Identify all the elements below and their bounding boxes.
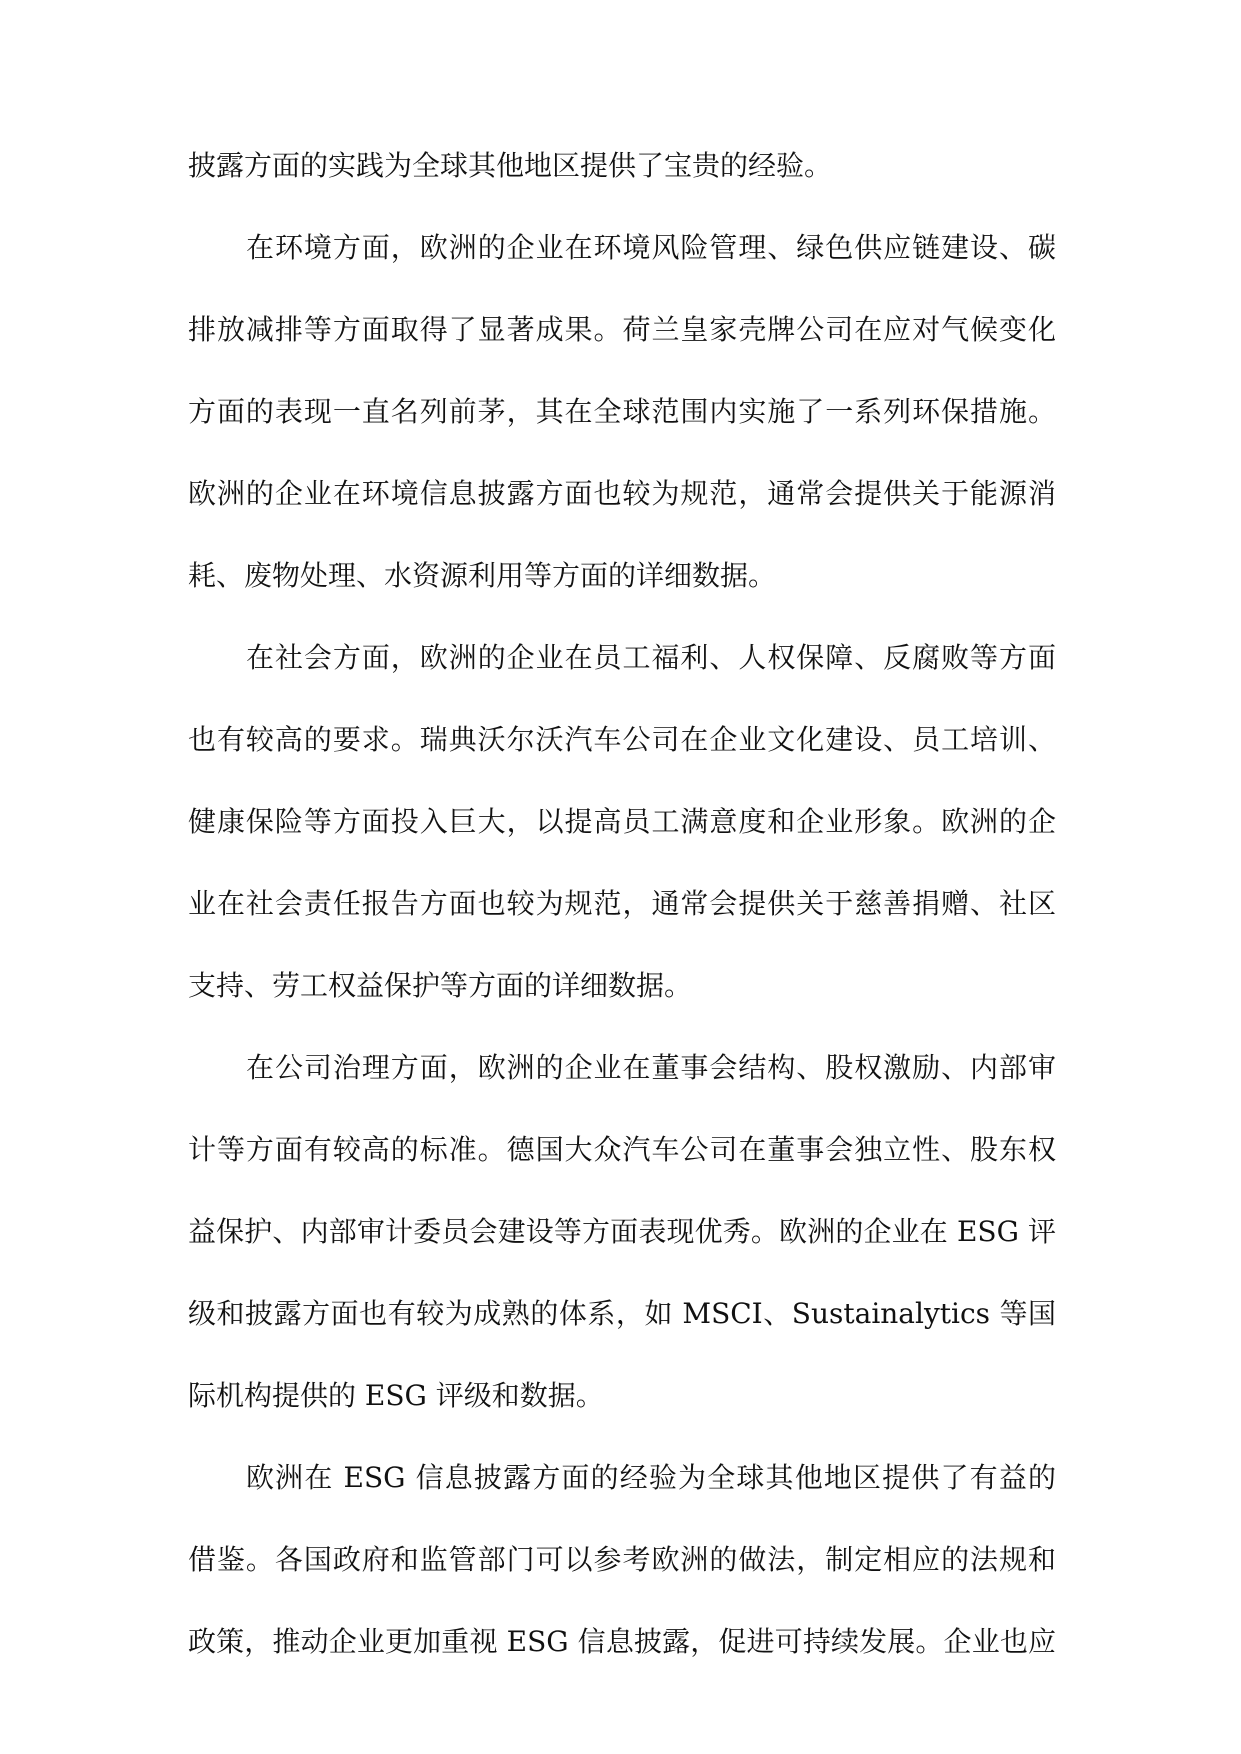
text-line: 在公司治理方面，欧洲的企业在董事会结构、股权激励、内部审 bbox=[246, 1051, 1056, 1084]
text-line: 欧洲在 ESG 信息披露方面的经验为全球其他地区提供了有益的 bbox=[246, 1461, 1056, 1494]
text-line: 级和披露方面也有较为成熟的体系，如 MSCI、Sustainalytics 等国 bbox=[188, 1297, 1056, 1330]
text-line: 益保护、内部审计委员会建设等方面表现优秀。欧洲的企业在 ESG 评 bbox=[188, 1215, 1056, 1248]
text-line: 排放减排等方面取得了显著成果。荷兰皇家壳牌公司在应对气候变化 bbox=[188, 313, 1056, 346]
text-line: 际机构提供的 ESG 评级和数据。 bbox=[188, 1379, 604, 1412]
text-line: 政策，推动企业更加重视 ESG 信息披露，促进可持续发展。企业也应 bbox=[188, 1625, 1056, 1658]
text-line: 方面的表现一直名列前茅，其在全球范围内实施了一系列环保措施。 bbox=[188, 395, 1056, 428]
text-line: 计等方面有较高的标准。德国大众汽车公司在董事会独立性、股东权 bbox=[188, 1133, 1056, 1166]
text-line: 业在社会责任报告方面也较为规范，通常会提供关于慈善捐赠、社区 bbox=[188, 887, 1056, 920]
text-line: 支持、劳工权益保护等方面的详细数据。 bbox=[188, 969, 693, 1002]
text-line: 在社会方面，欧洲的企业在员工福利、人权保障、反腐败等方面 bbox=[246, 641, 1056, 674]
text-line: 耗、废物处理、水资源利用等方面的详细数据。 bbox=[188, 559, 777, 592]
text-line: 在环境方面，欧洲的企业在环境风险管理、绿色供应链建设、碳 bbox=[246, 231, 1056, 264]
text-line: 也有较高的要求。瑞典沃尔沃汽车公司在企业文化建设、员工培训、 bbox=[188, 723, 1056, 756]
document-body bbox=[188, 146, 1056, 1704]
text-line: 借鉴。各国政府和监管部门可以参考欧洲的做法，制定相应的法规和 bbox=[188, 1543, 1056, 1576]
text-line: 欧洲的企业在环境信息披露方面也较为规范，通常会提供关于能源消 bbox=[188, 477, 1056, 510]
text-line: 披露方面的实践为全球其他地区提供了宝贵的经验。 bbox=[188, 149, 833, 182]
text-line: 健康保险等方面投入巨大，以提高员工满意度和企业形象。欧洲的企 bbox=[188, 805, 1056, 838]
